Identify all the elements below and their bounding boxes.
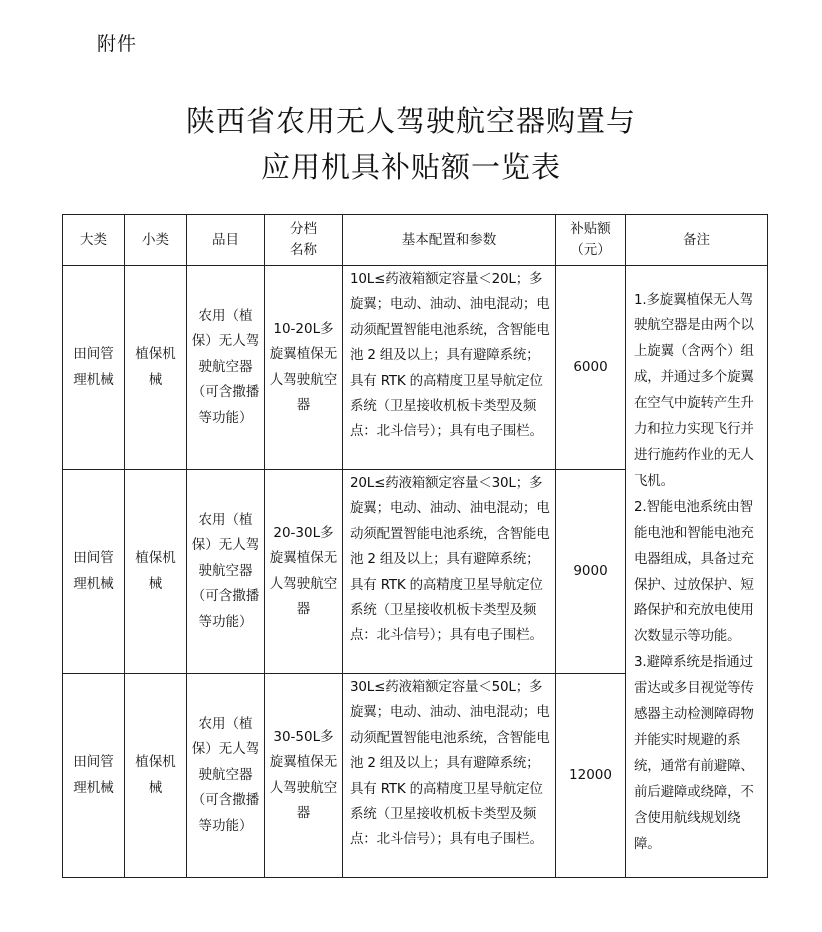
header-category: 大类 [63,215,125,266]
cell-category: 田间管理机械 [63,470,125,674]
cell-subsidy: 6000 [556,266,626,470]
header-subsidy [556,215,626,266]
cell-item: 农用（植保）无人驾驶航空器（可含撒播等功能） [187,470,265,674]
header-grade [265,215,343,266]
cell-item: 农用（植保）无人驾驶航空器（可含撒播等功能） [187,266,265,470]
cell-subcategory: 植保机械 [125,674,187,878]
cell-grade: 10-20L多旋翼植保无人驾驶航空器 [265,266,343,470]
cell-remarks [626,266,768,878]
title-line-2: 应用机具补贴额一览表 [260,150,561,184]
cell-item: 农用（植保）无人驾驶航空器（可含撒播等功能） [187,674,265,878]
table-row [63,266,768,470]
remark-item: 1.多旋翼植保无人驾驶航空器是由两个以上旋翼（含两个）组成，并通过多个旋翼在空气中旋转产生升力和拉力实现飞行并进行施药作业的无人飞机。 [634,291,754,489]
header-config: 基本配置和参数 [343,215,556,266]
cell-category: 田间管理机械 [63,266,125,470]
table-header-row [63,215,768,266]
page-title [0,98,822,190]
cell-grade: 20-30L多旋翼植保无人驾驶航空器 [265,470,343,674]
header-item: 品目 [187,215,265,266]
cell-config: 20L≤药液箱额定容量＜30L；多旋翼；电动、油动、油电混动；电动须配置智能电池系统，含智能电池 2 组及以上；具有避障系统；具有 RTK 的高精度卫星导航定位系统（卫星接收机板卡类型及频点：北斗信号）；具有电子围栏。 [343,470,556,674]
cell-grade: 30-50L多旋翼植保无人驾驶航空器 [265,674,343,878]
header-grade-line-2: 名称 [290,242,317,258]
cell-category: 田间管理机械 [63,674,125,878]
header-remarks: 备注 [626,215,768,266]
header-grade-line-1: 分档 [290,221,317,237]
remark-item: 2.智能电池系统由智能电池和智能电池充电器组成，具备过充保护、过放保护、短路保护和充放电使用次数显示等功能。 [634,498,754,645]
header-subcategory: 小类 [125,215,187,266]
header-subsidy-line-2: （元） [570,242,611,258]
cell-config: 30L≤药液箱额定容量＜50L；多旋翼；电动、油动、油电混动；电动须配置智能电池系统，含智能电池 2 组及以上；具有避障系统；具有 RTK 的高精度卫星导航定位系统（卫星接收机板卡类型及频点：北斗信号）；具有电子围栏。 [343,674,556,878]
cell-subsidy: 9000 [556,470,626,674]
header-subsidy-line-1: 补贴额 [570,221,611,237]
cell-config: 10L≤药液箱额定容量＜20L；多旋翼；电动、油动、油电混动；电动须配置智能电池系统，含智能电池 2 组及以上；具有避障系统；具有 RTK 的高精度卫星导航定位系统（卫星接收机板卡类型及频点：北斗信号）；具有电子围栏。 [343,266,556,470]
title-line-1: 陕西省农用无人驾驶航空器购置与 [185,104,636,138]
cell-subsidy: 12000 [556,674,626,878]
cell-subcategory: 植保机械 [125,470,187,674]
subsidy-table [62,214,768,878]
attachment-label: 附件 [97,33,138,55]
remark-item: 3.避障系统是指通过雷达或多目视觉等传感器主动检测障碍物并能实时规避的系统，通常有前避障、前后避障或绕障，不含使用航线规划绕障。 [634,654,754,852]
cell-subcategory: 植保机械 [125,266,187,470]
